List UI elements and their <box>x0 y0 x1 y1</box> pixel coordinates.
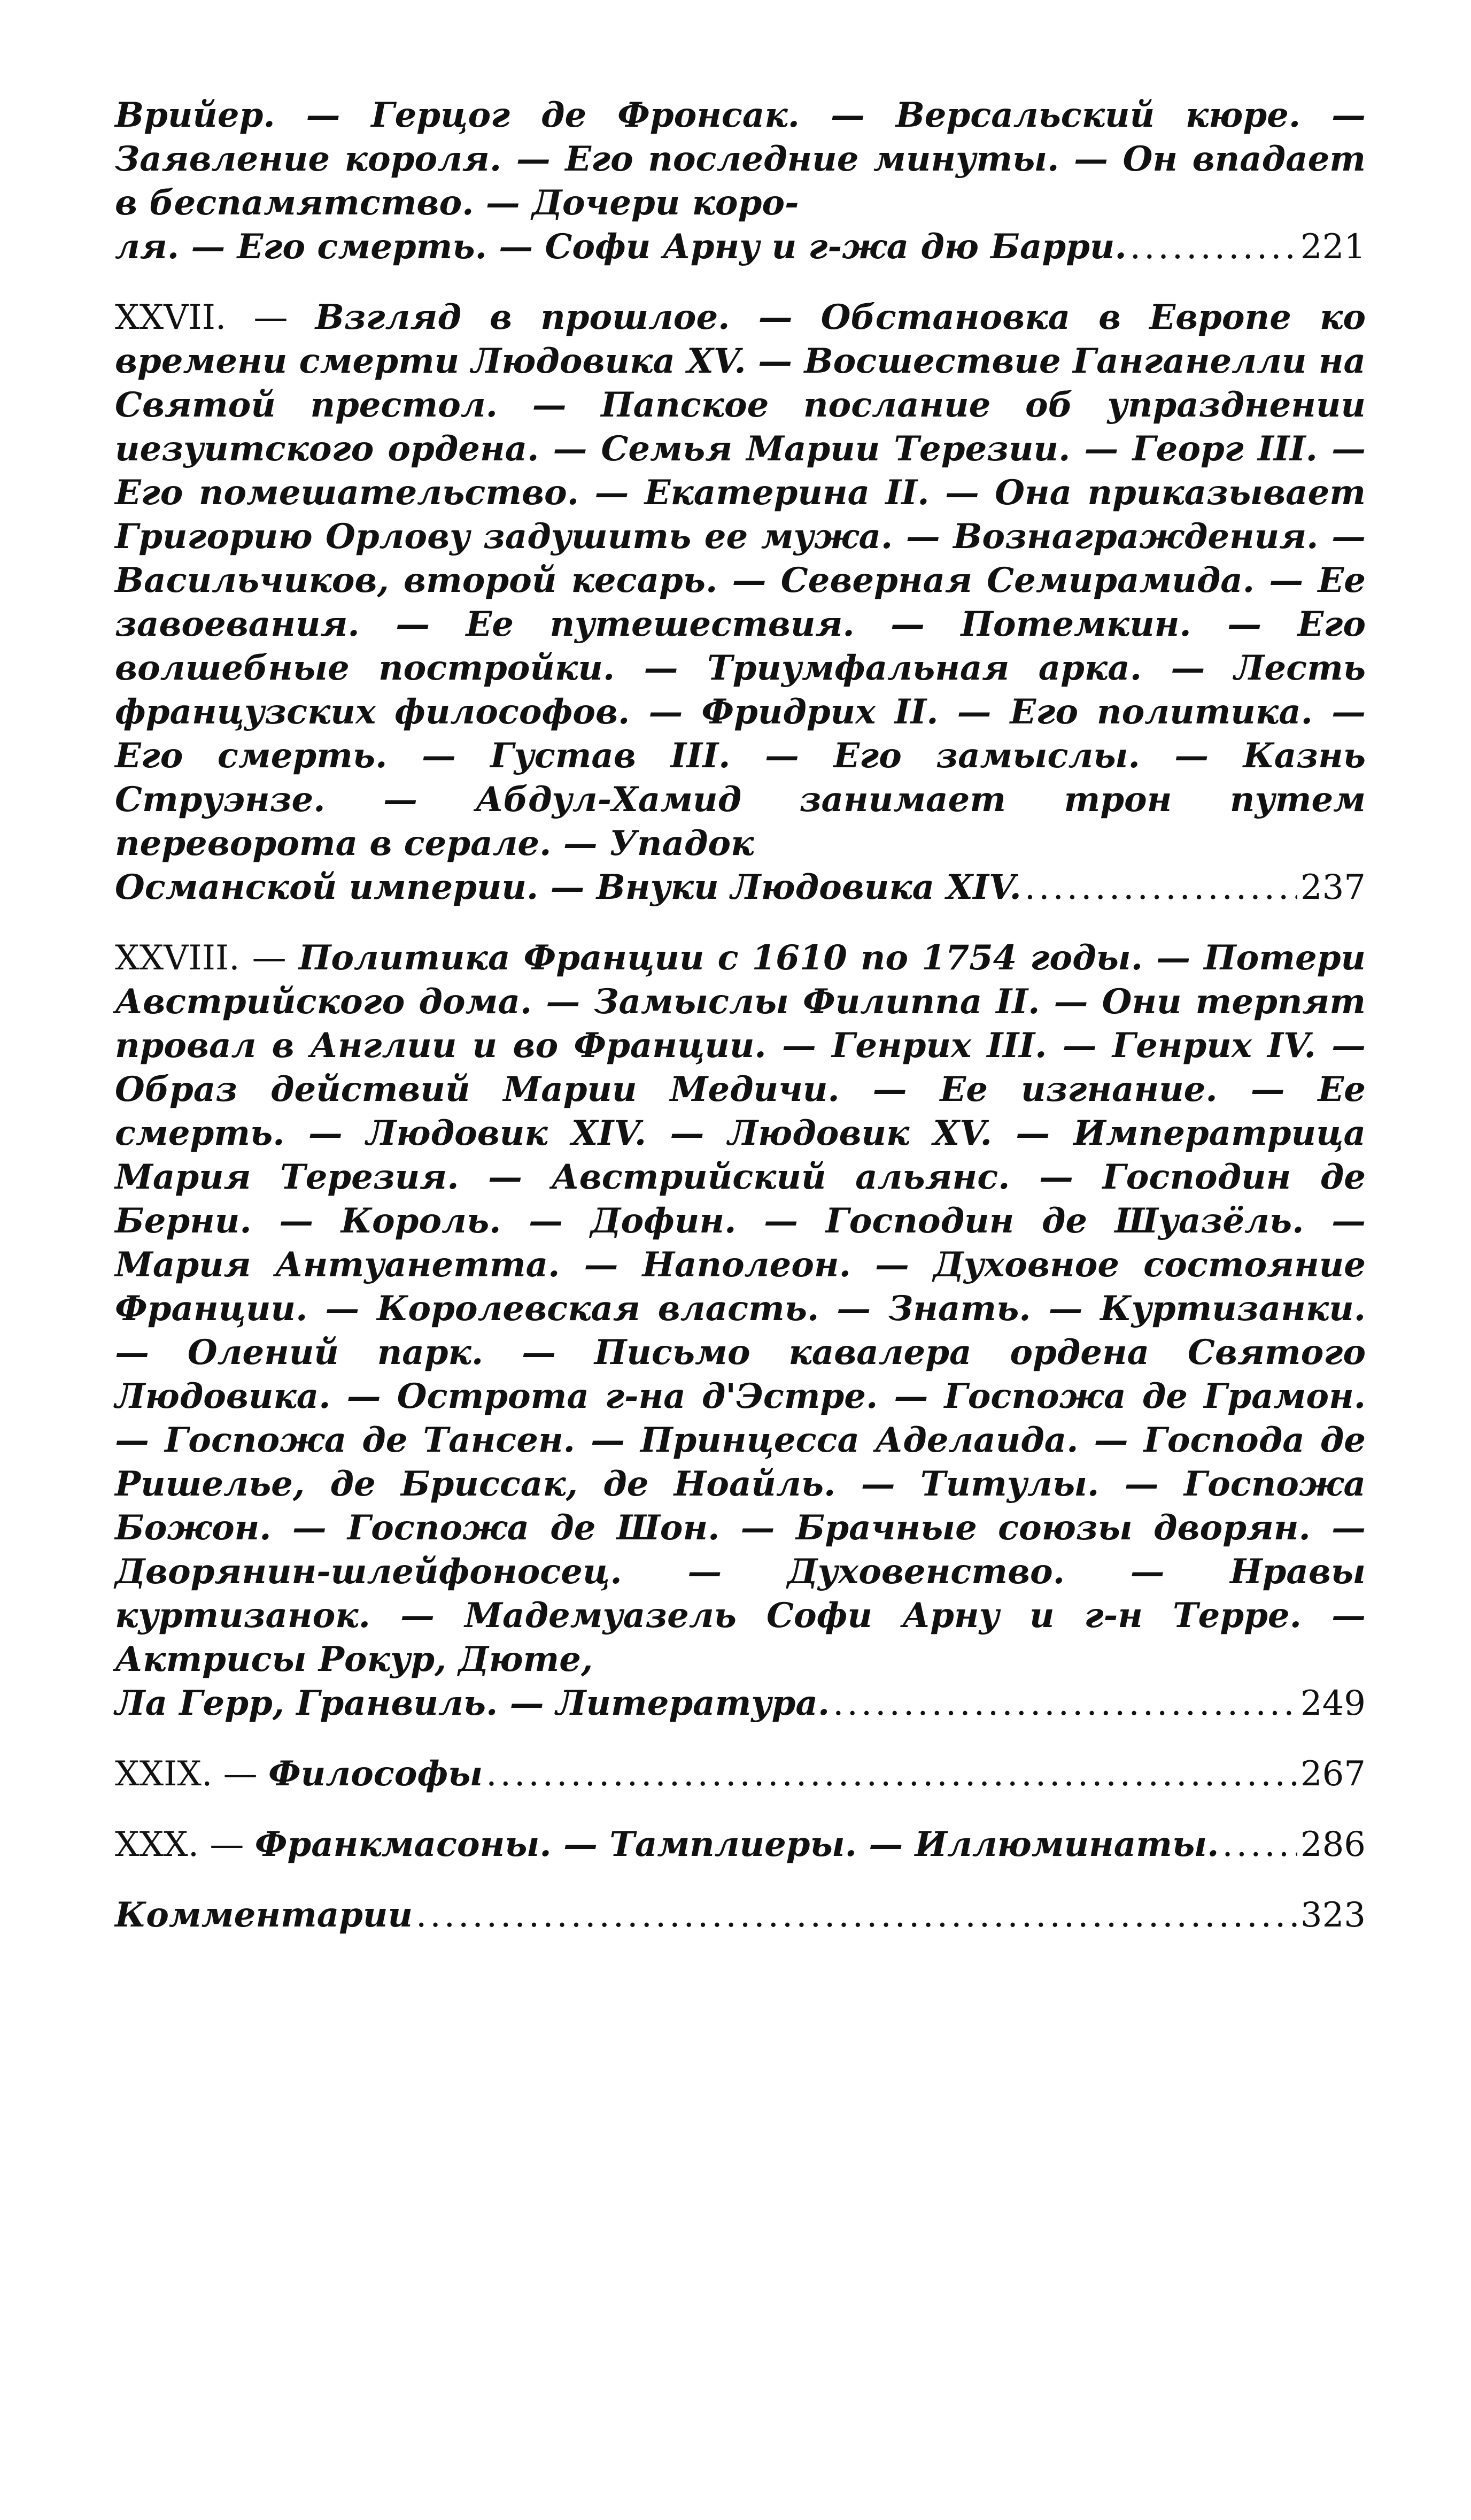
toc-page-number: 267 <box>1300 1754 1366 1794</box>
toc-entry-last-text: Комментарии <box>115 1895 413 1935</box>
toc-entry-last-line <box>115 225 1366 269</box>
toc-entry <box>115 296 1366 910</box>
toc-entry-last-line <box>115 866 1366 910</box>
toc-entry-last-line <box>115 1823 1366 1867</box>
chapter-number: XXVII. — <box>115 298 288 337</box>
leader-dots <box>833 1682 1297 1725</box>
toc-entry <box>115 936 1366 1725</box>
chapter-number: XXVIII. — <box>115 938 287 978</box>
chapter-number: XXIX. — <box>115 1754 258 1794</box>
toc-entry-body: Врийер. — Герцог де Фронсак. — Версальский кюре. — Заявление короля. — Его последние минуты. — Он впадает в беспамятство. — Дочери коро- <box>115 95 1366 223</box>
toc-entry <box>115 1752 1366 1796</box>
leader-dots <box>1025 866 1297 910</box>
toc-entry <box>115 1893 1366 1937</box>
toc-entry-body: Взгляд в прошлое. — Обстановка в Европе ко времени смерти Людовика XV. — Восшествие Ганганелли на Святой престол. — Папское послание об упразднении иезуитского ордена. — Семья Марии Терезии. — Георг III. — Его помешательство. — Екатерина II. — Она приказывает Григорию Орлову задушить ее мужа. — Вознаграждения. — Васильчиков, второй кесарь. — Северная Семирамида. — Ее завоевания. — Ее путешествия. — Потемкин. — Его волшебные постройки. — Триумфальная арка. — Лесть французских философов. — Фридрих II. — Его политика. — Его смерть. — Густав III. — Его замыслы. — Казнь Струэнзе. — Абдул-Хамид занимает трон путем переворота в серале. — Упадок <box>115 297 1366 864</box>
toc-page-number: 249 <box>1300 1684 1366 1723</box>
toc-entry-last-line <box>115 1752 1366 1796</box>
toc-entry <box>115 94 1366 269</box>
leader-dots <box>416 1893 1297 1937</box>
table-of-contents <box>115 94 1366 1937</box>
leader-dots <box>1222 1823 1297 1867</box>
toc-entry-last-text: Ла Герр, Гранвиль. — Литература. <box>115 1683 830 1723</box>
toc-entry-last-text: Философы <box>268 1754 483 1794</box>
toc-page-number: 237 <box>1300 868 1366 907</box>
toc-entry-last-text: ля. — Его смерть. — Софи Арну и г-жа дю Барри. <box>115 227 1127 267</box>
toc-entry-last-text: Франкмасоны. — Тамплиеры. — Иллюминаты. <box>254 1824 1219 1864</box>
toc-entry-last-text: Османской империи. — Внуки Людовика XIV. <box>115 867 1021 907</box>
toc-entry-last-line <box>115 1893 1366 1937</box>
toc-page-number: 323 <box>1300 1895 1366 1935</box>
toc-entry-last-line <box>115 1682 1366 1725</box>
chapter-number: XXX. — <box>115 1825 244 1864</box>
toc-entry-body: Политика Франции с 1610 по 1754 годы. — Потери Австрийского дома. — Замыслы Филиппа II. — Они терпят провал в Англии и во Франции. — Генрих III. — Генрих IV. — Образ действий Марии Медичи. — Ее изгнание. — Ее смерть. — Людовик XIV. — Людовик XV. — Императрица Мария Терезия. — Австрийский альянс. — Господин де Берни. — Король. — Дофин. — Господин де Шуазёль. — Мария Антуанетта. — Наполеон. — Духовное состояние Франции. — Королевская власть. — Знать. — Куртизанки. — Олений парк. — Письмо кавалера ордена Святого Людовика. — Острота г-на д'Эстре. — Госпожа де Грамон. — Госпожа де Тансен. — Принцесса Аделаида. — Господа де Ришелье, де Бриссак, де Ноайль. — Титулы. — Госпожа Божон. — Госпожа де Шон. — Брачные союзы дворян. — Дворянин-шлейфоносец. — Духовенство. — Нравы куртизанок. — Мадемуазель Софи Арну и г-н Терре. — Актрисы Рокур, Дюте, <box>115 938 1366 1679</box>
toc-entry <box>115 1823 1366 1867</box>
leader-dots <box>486 1752 1297 1796</box>
toc-page-number: 221 <box>1300 227 1366 267</box>
leader-dots <box>1130 225 1297 269</box>
toc-page-number: 286 <box>1300 1825 1366 1864</box>
